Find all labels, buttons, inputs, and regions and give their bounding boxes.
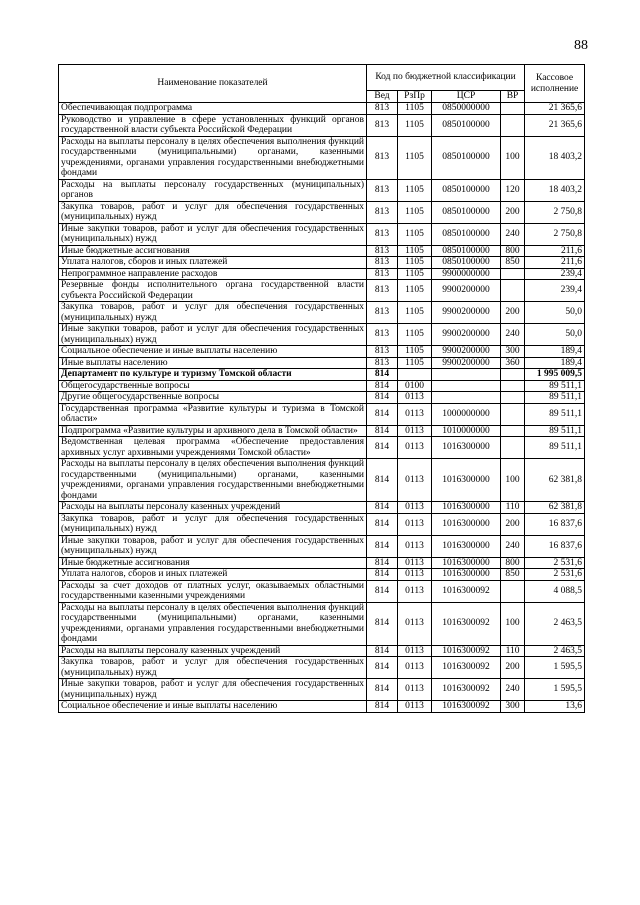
cell-rzpr: 1105 [398, 324, 432, 346]
cell-ved: 813 [367, 201, 398, 223]
cell-rzpr: 0113 [398, 437, 432, 459]
cell-name: Государственная программа «Развитие культуры и туризма в Томской области» [59, 403, 367, 425]
cell-name: Иные выплаты населению [59, 357, 367, 369]
cell-sum: 50,0 [525, 324, 585, 346]
cell-sum: 2 750,8 [525, 201, 585, 223]
table-row [59, 557, 585, 569]
cell-name: Иные закупки товаров, работ и услуг для обеспечения государственных (муниципальных) нужд [59, 324, 367, 346]
cell-name: Резервные фонды исполнительного органа государственной власти субъекта Российской Федерации [59, 280, 367, 302]
cell-ved: 813 [367, 324, 398, 346]
table-row [59, 324, 585, 346]
table-row [59, 302, 585, 324]
cell-sum: 1 595,5 [525, 679, 585, 701]
cell-rzpr: 1105 [398, 201, 432, 223]
cell-rzpr: 0113 [398, 602, 432, 645]
cell-csr: 0850100000 [432, 257, 501, 269]
cell-ved: 814 [367, 645, 398, 657]
cell-vr: 110 [501, 645, 525, 657]
cell-ved: 814 [367, 535, 398, 557]
cell-sum: 18 403,2 [525, 179, 585, 201]
cell-ved: 813 [367, 223, 398, 245]
cell-ved: 813 [367, 103, 398, 115]
cell-rzpr: 0113 [398, 580, 432, 602]
cell-ved: 813 [367, 114, 398, 136]
table-row [59, 357, 585, 369]
cell-vr [501, 580, 525, 602]
cell-csr: 9900200000 [432, 357, 501, 369]
cell-sum: 62 381,8 [525, 502, 585, 514]
cell-csr: 0850100000 [432, 179, 501, 201]
cell-csr: 1016300092 [432, 602, 501, 645]
cell-vr: 200 [501, 657, 525, 679]
cell-rzpr: 1105 [398, 302, 432, 324]
header-ved: Вед [367, 91, 398, 103]
cell-csr [432, 392, 501, 404]
header-name: Наименование показателей [59, 65, 367, 103]
cell-name: Закупка товаров, работ и услуг для обеспечения государственных (муниципальных) нужд [59, 201, 367, 223]
cell-vr: 240 [501, 223, 525, 245]
cell-csr: 1016300000 [432, 502, 501, 514]
cell-vr: 110 [501, 502, 525, 514]
cell-vr: 240 [501, 324, 525, 346]
cell-name: Расходы на выплаты персоналу государственных (муниципальных) органов [59, 179, 367, 201]
table-row [59, 459, 585, 502]
cell-csr: 1016300000 [432, 513, 501, 535]
cell-rzpr: 0113 [398, 425, 432, 437]
cell-name: Расходы на выплаты персоналу казенных учреждений [59, 645, 367, 657]
cell-name: Расходы на выплаты персоналу в целях обеспечения выполнения функций государственными (муниципальными) органами, казенными учреждениями, органами управления государственными внебюджетными фондами [59, 602, 367, 645]
table-row [59, 679, 585, 701]
cell-sum: 239,4 [525, 280, 585, 302]
table-row [59, 580, 585, 602]
cell-sum: 89 511,1 [525, 380, 585, 392]
cell-ved: 813 [367, 268, 398, 280]
cell-name: Руководство и управление в сфере установленных функций органов государственной власти субъекта Российской Федерации [59, 114, 367, 136]
cell-name: Иные бюджетные ассигнования [59, 245, 367, 257]
cell-sum: 2 750,8 [525, 223, 585, 245]
cell-name: Социальное обеспечение и иные выплаты населению [59, 346, 367, 358]
cell-rzpr: 0113 [398, 645, 432, 657]
cell-ved: 814 [367, 679, 398, 701]
cell-csr: 1016300092 [432, 701, 501, 713]
cell-sum: 4 088,5 [525, 580, 585, 602]
cell-csr: 0850100000 [432, 114, 501, 136]
cell-csr [432, 380, 501, 392]
cell-rzpr: 0113 [398, 392, 432, 404]
cell-vr: 100 [501, 136, 525, 179]
cell-ved: 814 [367, 459, 398, 502]
cell-rzpr: 0113 [398, 679, 432, 701]
cell-ved: 814 [367, 380, 398, 392]
header-vr: ВР [501, 91, 525, 103]
cell-ved: 813 [367, 357, 398, 369]
table-row [59, 437, 585, 459]
cell-rzpr: 0100 [398, 380, 432, 392]
cell-sum: 89 511,1 [525, 425, 585, 437]
cell-csr: 1016300092 [432, 580, 501, 602]
budget-table [58, 64, 585, 713]
cell-vr [501, 103, 525, 115]
cell-ved: 814 [367, 602, 398, 645]
cell-csr: 1010000000 [432, 425, 501, 437]
cell-sum: 2 463,5 [525, 645, 585, 657]
cell-rzpr: 1105 [398, 268, 432, 280]
cell-name: Непрограммное направление расходов [59, 268, 367, 280]
cell-csr: 1000000000 [432, 403, 501, 425]
cell-vr: 100 [501, 602, 525, 645]
cell-csr: 1016300000 [432, 557, 501, 569]
cell-sum: 1 595,5 [525, 657, 585, 679]
cell-rzpr: 0113 [398, 535, 432, 557]
cell-vr: 100 [501, 459, 525, 502]
cell-ved: 814 [367, 392, 398, 404]
cell-sum: 2 531,6 [525, 569, 585, 581]
cell-name: Иные закупки товаров, работ и услуг для обеспечения государственных (муниципальных) нужд [59, 535, 367, 557]
table-row [59, 535, 585, 557]
cell-rzpr [398, 369, 432, 381]
cell-vr: 850 [501, 257, 525, 269]
cell-csr: 0850100000 [432, 136, 501, 179]
cell-vr: 240 [501, 535, 525, 557]
table-row [59, 223, 585, 245]
cell-name: Иные закупки товаров, работ и услуг для обеспечения государственных (муниципальных) нужд [59, 223, 367, 245]
table-row [59, 369, 585, 381]
cell-csr: 0850000000 [432, 103, 501, 115]
cell-rzpr: 1105 [398, 346, 432, 358]
cell-vr [501, 369, 525, 381]
cell-ved: 814 [367, 437, 398, 459]
cell-csr: 0850100000 [432, 245, 501, 257]
cell-sum: 1 995 009,5 [525, 369, 585, 381]
cell-sum: 16 837,6 [525, 513, 585, 535]
cell-rzpr: 0113 [398, 657, 432, 679]
table-row [59, 602, 585, 645]
table-row [59, 425, 585, 437]
cell-rzpr: 1105 [398, 114, 432, 136]
cell-csr: 1016300092 [432, 657, 501, 679]
table-row [59, 403, 585, 425]
cell-sum: 189,4 [525, 346, 585, 358]
cell-name: Закупка товаров, работ и услуг для обеспечения государственных (муниципальных) нужд [59, 302, 367, 324]
cell-sum: 189,4 [525, 357, 585, 369]
header-csr: ЦСР [432, 91, 501, 103]
cell-csr: 1016300000 [432, 459, 501, 502]
cell-ved: 814 [367, 369, 398, 381]
table-body [59, 103, 585, 713]
table-row [59, 136, 585, 179]
table-row [59, 346, 585, 358]
table-row [59, 502, 585, 514]
cell-csr: 0850100000 [432, 223, 501, 245]
cell-ved: 814 [367, 425, 398, 437]
cell-rzpr: 0113 [398, 502, 432, 514]
table-header [59, 65, 585, 103]
cell-sum: 16 837,6 [525, 535, 585, 557]
cell-csr: 1016300092 [432, 679, 501, 701]
table-row [59, 201, 585, 223]
cell-sum: 13,6 [525, 701, 585, 713]
cell-sum: 89 511,1 [525, 403, 585, 425]
table-row [59, 657, 585, 679]
cell-csr [432, 369, 501, 381]
cell-ved: 813 [367, 245, 398, 257]
cell-vr: 200 [501, 302, 525, 324]
cell-vr [501, 392, 525, 404]
cell-name: Расходы на выплаты персоналу в целях обеспечения выполнения функций государственными (муниципальными) органами, казенными учреждениями, органами управления государственными внебюджетными фондами [59, 136, 367, 179]
cell-csr: 1016300000 [432, 437, 501, 459]
cell-ved: 814 [367, 657, 398, 679]
cell-name: Иные бюджетные ассигнования [59, 557, 367, 569]
cell-name: Иные закупки товаров, работ и услуг для обеспечения государственных (муниципальных) нужд [59, 679, 367, 701]
cell-csr: 0850100000 [432, 201, 501, 223]
cell-rzpr: 1105 [398, 223, 432, 245]
cell-vr: 300 [501, 701, 525, 713]
table-row [59, 513, 585, 535]
cell-sum: 211,6 [525, 245, 585, 257]
table-row [59, 268, 585, 280]
cell-ved: 814 [367, 403, 398, 425]
cell-vr [501, 380, 525, 392]
cell-name: Закупка товаров, работ и услуг для обеспечения государственных (муниципальных) нужд [59, 513, 367, 535]
cell-ved: 813 [367, 136, 398, 179]
table-row [59, 114, 585, 136]
cell-vr: 200 [501, 513, 525, 535]
cell-csr: 9900000000 [432, 268, 501, 280]
table-row [59, 392, 585, 404]
cell-vr: 360 [501, 357, 525, 369]
cell-name: Уплата налогов, сборов и иных платежей [59, 569, 367, 581]
cell-csr: 9900200000 [432, 346, 501, 358]
cell-name: Расходы на выплаты персоналу казенных учреждений [59, 502, 367, 514]
cell-name: Расходы на выплаты персоналу в целях обеспечения выполнения функций государственными (муниципальными) органами, казенными учреждениями, органами управления государственными внебюджетными фондами [59, 459, 367, 502]
cell-vr [501, 280, 525, 302]
cell-sum: 2 531,6 [525, 557, 585, 569]
cell-ved: 813 [367, 346, 398, 358]
cell-name: Общегосударственные вопросы [59, 380, 367, 392]
cell-ved: 813 [367, 302, 398, 324]
cell-vr [501, 114, 525, 136]
header-rzpr: РзПр [398, 91, 432, 103]
cell-sum: 18 403,2 [525, 136, 585, 179]
cell-rzpr: 0113 [398, 569, 432, 581]
cell-vr: 850 [501, 569, 525, 581]
table-row [59, 701, 585, 713]
cell-csr: 1016300000 [432, 569, 501, 581]
cell-vr: 240 [501, 679, 525, 701]
cell-ved: 814 [367, 580, 398, 602]
cell-sum: 50,0 [525, 302, 585, 324]
cell-csr: 9900200000 [432, 280, 501, 302]
cell-csr: 9900200000 [432, 302, 501, 324]
cell-ved: 814 [367, 513, 398, 535]
cell-sum: 62 381,8 [525, 459, 585, 502]
cell-name: Обеспечивающая подпрограмма [59, 103, 367, 115]
cell-name: Социальное обеспечение и иные выплаты населению [59, 701, 367, 713]
table-row [59, 103, 585, 115]
table-row [59, 280, 585, 302]
cell-vr: 120 [501, 179, 525, 201]
cell-rzpr: 1105 [398, 179, 432, 201]
cell-sum: 239,4 [525, 268, 585, 280]
cell-ved: 813 [367, 179, 398, 201]
cell-sum: 2 463,5 [525, 602, 585, 645]
table-row [59, 645, 585, 657]
cell-name: Другие общегосударственные вопросы [59, 392, 367, 404]
cell-name: Уплата налогов, сборов и иных платежей [59, 257, 367, 269]
cell-rzpr: 0113 [398, 557, 432, 569]
cell-sum: 21 365,6 [525, 103, 585, 115]
cell-vr [501, 268, 525, 280]
cell-name: Ведомственная целевая программа «Обеспечение предоставления архивных услуг архивными учреждениями Томской области» [59, 437, 367, 459]
cell-csr: 9900200000 [432, 324, 501, 346]
cell-rzpr: 1105 [398, 280, 432, 302]
cell-vr: 200 [501, 201, 525, 223]
cell-ved: 813 [367, 280, 398, 302]
cell-ved: 813 [367, 257, 398, 269]
table-row [59, 257, 585, 269]
cell-ved: 814 [367, 502, 398, 514]
cell-sum: 89 511,1 [525, 392, 585, 404]
cell-name: Расходы за счет доходов от платных услуг, оказываемых областными государственными казенными учреждениями [59, 580, 367, 602]
cell-vr: 800 [501, 245, 525, 257]
cell-vr [501, 437, 525, 459]
cell-rzpr: 0113 [398, 403, 432, 425]
cell-sum: 21 365,6 [525, 114, 585, 136]
cell-rzpr: 1105 [398, 245, 432, 257]
cell-name: Подпрограмма «Развитие культуры и архивного дела в Томской области» [59, 425, 367, 437]
table-row [59, 569, 585, 581]
cell-name: Департамент по культуре и туризму Томской области [59, 369, 367, 381]
page-number: 88 [574, 38, 588, 53]
table-row [59, 380, 585, 392]
cell-ved: 814 [367, 557, 398, 569]
cell-vr [501, 403, 525, 425]
cell-rzpr: 0113 [398, 459, 432, 502]
cell-rzpr: 0113 [398, 513, 432, 535]
cell-vr: 300 [501, 346, 525, 358]
cell-rzpr: 1105 [398, 257, 432, 269]
cell-vr [501, 425, 525, 437]
cell-vr: 800 [501, 557, 525, 569]
header-result: Кассовое исполнение [525, 65, 585, 103]
table-row [59, 245, 585, 257]
header-code-group: Код по бюджетной классификации [367, 65, 525, 91]
cell-ved: 814 [367, 701, 398, 713]
cell-rzpr: 1105 [398, 103, 432, 115]
cell-rzpr: 1105 [398, 357, 432, 369]
cell-csr: 1016300000 [432, 535, 501, 557]
cell-name: Закупка товаров, работ и услуг для обеспечения государственных (муниципальных) нужд [59, 657, 367, 679]
cell-sum: 89 511,1 [525, 437, 585, 459]
cell-sum: 211,6 [525, 257, 585, 269]
cell-csr: 1016300092 [432, 645, 501, 657]
cell-rzpr: 0113 [398, 701, 432, 713]
table-row [59, 179, 585, 201]
cell-rzpr: 1105 [398, 136, 432, 179]
cell-ved: 814 [367, 569, 398, 581]
